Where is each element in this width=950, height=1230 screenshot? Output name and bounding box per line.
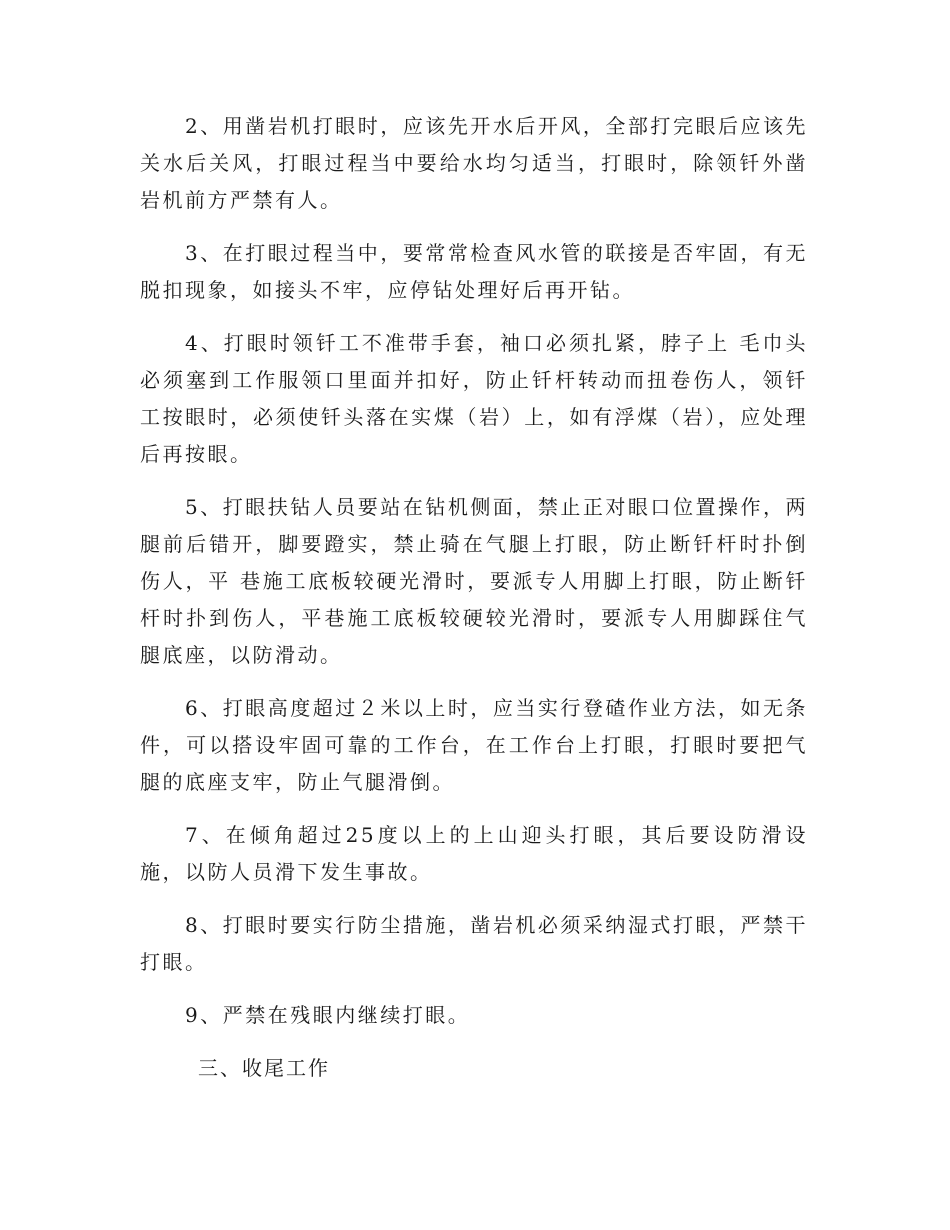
paragraph-item-7: 7、在倾角超过25度以上的上山迎头打眼，其后要设防滑设施，以防人员滑下发生事故。 xyxy=(140,823,808,884)
document-body xyxy=(140,108,808,1087)
section-heading: 三、收尾工作 xyxy=(198,1056,330,1080)
paragraph-item-6: 6、打眼高度超过２米以上时，应当实行登碴作业方法，如无条件，可以搭设牢固可靠的工作台，在工作台上打眼，打眼时要把气腿的底座支牢，防止气腿滑倒。 xyxy=(140,696,808,794)
paragraph-item-8: 8、打眼时要实行防尘措施，凿岩机必须采纳湿式打眼，严禁干打眼。 xyxy=(140,913,808,974)
paragraph-item-2: 2、用凿岩机打眼时，应该先开水后开风，全部打完眼后应该先关水后关风，打眼过程当中要给水均匀适当，打眼时，除领钎外凿岩机前方严禁有人。 xyxy=(140,114,808,212)
paragraph-item-4: 4、打眼时领钎工不准带手套，袖口必须扎紧，脖子上 毛巾头必须塞到工作服领口里面并扣好，防止钎杆转动而扭卷伤人，领钎工按眼时，必须使钎头落在实煤（岩）上，如有浮煤（岩），应处理后再按眼。 xyxy=(140,331,808,466)
paragraph-item-9: 9、严禁在残眼内继续打眼。 xyxy=(185,1003,471,1027)
paragraph-item-3: 3、在打眼过程当中，要常常检查风水管的联接是否牢固，有无脱扣现象，如接头不牢，应停钻处理好后再开钻。 xyxy=(140,241,808,302)
paragraph-item-5: 5、打眼扶钻人员要站在钻机侧面，禁止正对眼口位置操作，两腿前后错开，脚要蹬实，禁止骑在气腿上打眼，防止断钎杆时扑倒伤人，平 巷施工底板较硬光滑时，要派专人用脚上打眼，防止断钎杆时扑到伤人，平巷施工底板较硬较光滑时，要派专人用脚踩住气腿底座，以防滑动。 xyxy=(140,495,808,667)
